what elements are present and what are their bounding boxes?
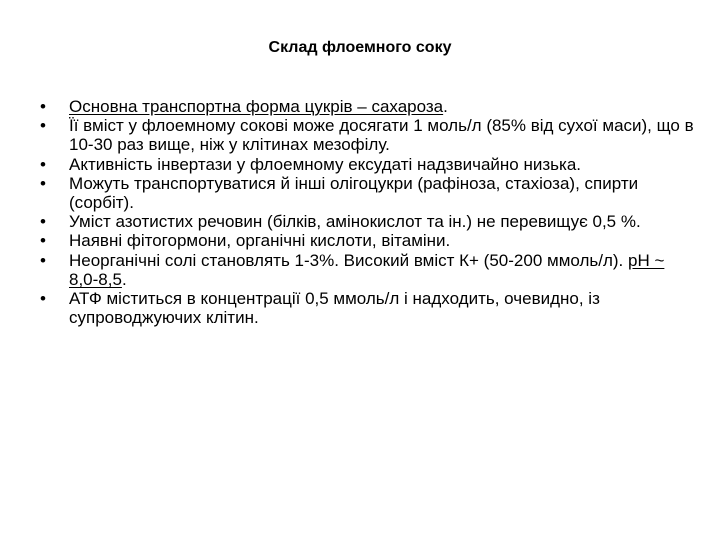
bullet-text: Її вміст у флоемному сокові може досягати 1 моль/л (85% від сухої маси), що в 10-30 раз вище, ніж у клітинах мезофілу. — [69, 116, 694, 155]
bullet-item-oligosaccharides — [40, 174, 695, 212]
bullet-list — [40, 97, 695, 327]
bullet-item-salts — [40, 251, 695, 289]
bullet-text: Уміст азотистих речовин (білків, амінокислот та ін.) не перевищує 0,5 %. — [69, 212, 641, 232]
bullet-dot-icon: • — [40, 289, 46, 309]
bullet-dot-icon: • — [40, 231, 46, 251]
slide-title: Склад флоемного соку — [268, 39, 452, 56]
bullet-item-phytohormones — [40, 231, 695, 250]
bullet-item-nitrogen — [40, 212, 695, 231]
bullet-text-underlined: рН ~ 8,0-8,5 — [69, 250, 665, 289]
bullet-dot-icon: • — [40, 154, 46, 174]
bullet-text: Можуть транспортуватися й інші олігоцукри (рафіноза, стахіоза), спирти (сорбіт). — [69, 173, 639, 213]
bullet-text: Наявні фітогормони, органічні кислоти, вітаміни. — [69, 231, 451, 251]
bullet-text: Активність інвертази у флоемному ексудаті надзвичайно низька. — [69, 154, 582, 174]
bullet-text-underlined: Основна транспортна форма цукрів – сахароза — [69, 97, 444, 116]
bullet-dot-icon: • — [40, 250, 46, 270]
bullet-dot-icon: • — [40, 116, 46, 136]
bullet-item-content — [40, 116, 695, 154]
bullet-dot-icon: • — [40, 212, 46, 232]
bullet-dot-icon: • — [40, 173, 46, 193]
bullet-text-tail: . — [121, 269, 127, 289]
bullet-text-head: Неорганічні солі становлять 1-3%. Високий вміст К+ (50-200 ммоль/л). — [69, 250, 628, 270]
bullet-item-atp — [40, 289, 695, 327]
bullet-text: АТФ міститься в концентрації 0,5 ммоль/л і надходить, очевидно, із супроводжуючих клітин. — [69, 289, 600, 328]
bullet-dot-icon: • — [40, 97, 46, 116]
bullet-item-sucrose — [40, 97, 695, 116]
bullet-item-invertase — [40, 155, 695, 174]
bullet-text-tail: . — [443, 97, 448, 116]
